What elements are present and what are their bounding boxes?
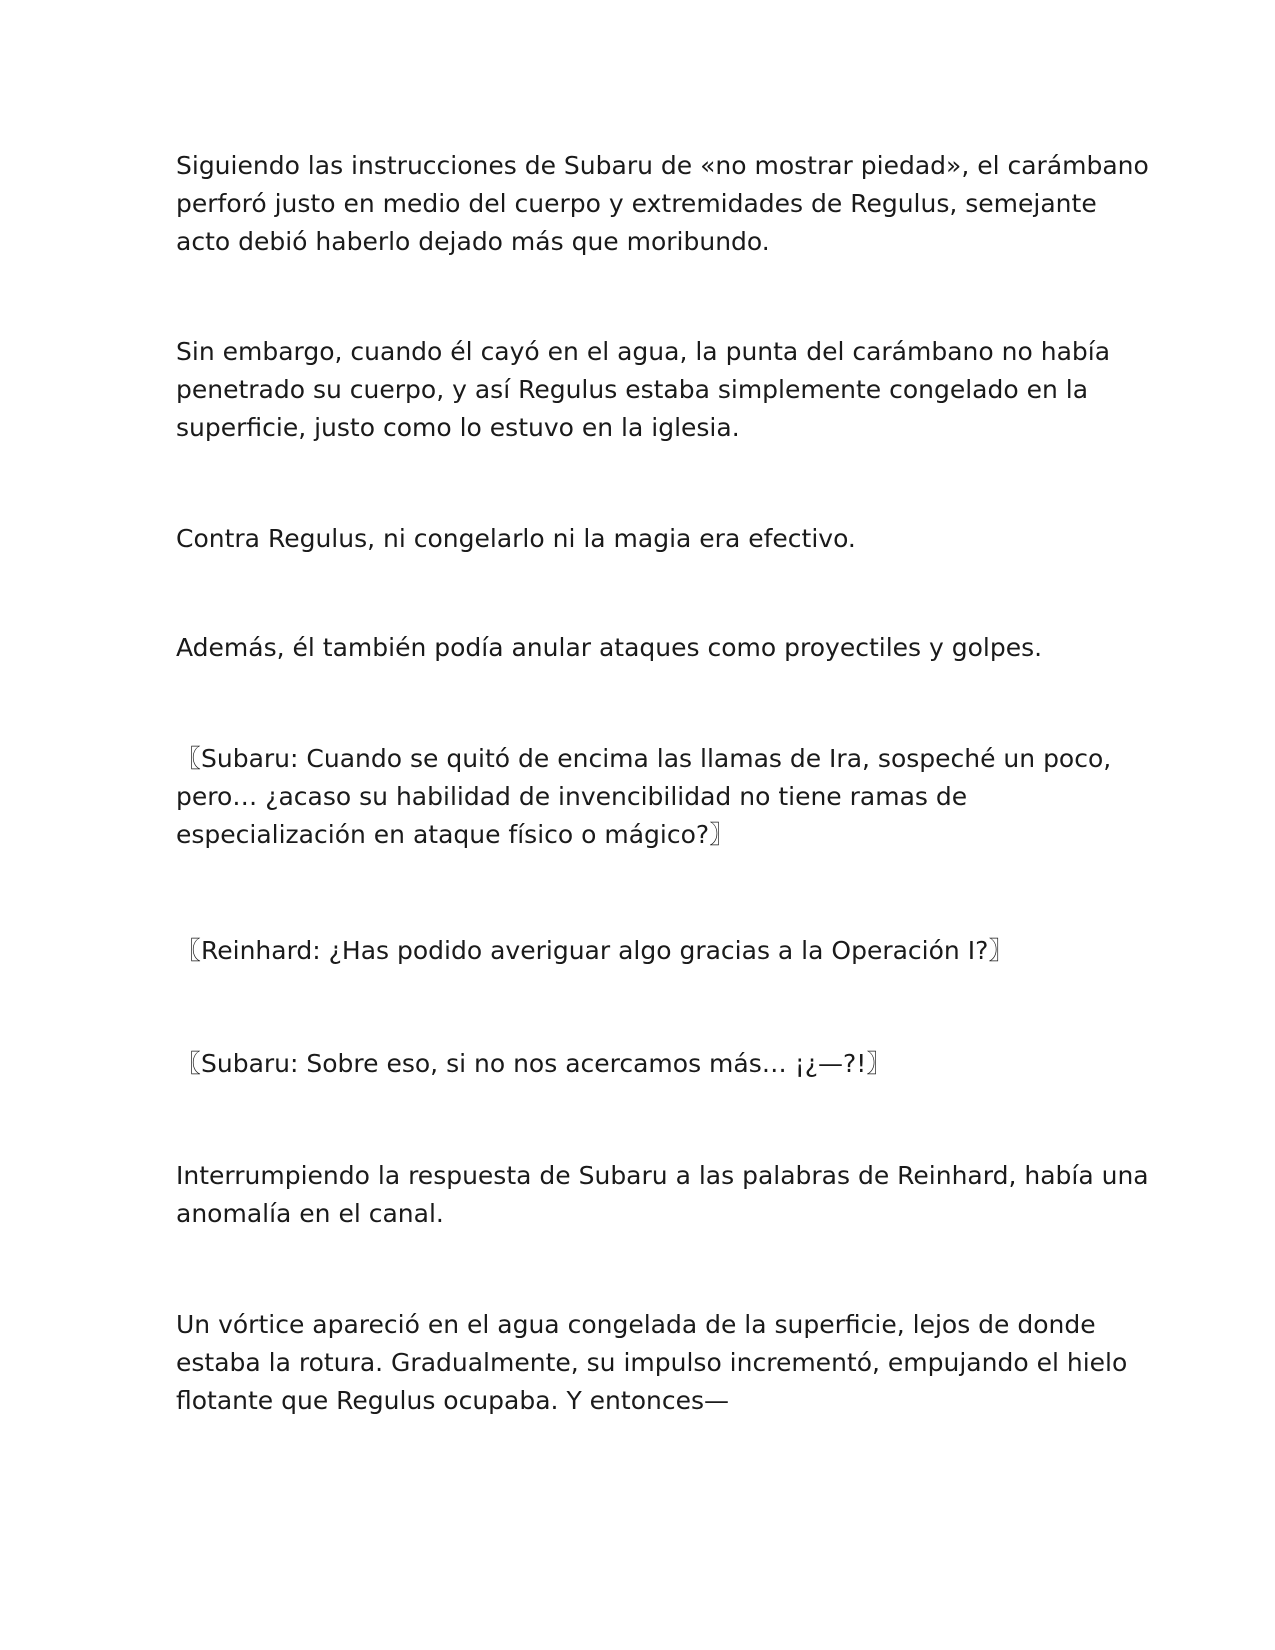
paragraph-line: perforó justo en medio del cuerpo y extremidades de Regulus, semejante bbox=[176, 189, 1097, 218]
paragraph-line: 〖Reinhard: ¿Has podido averiguar algo gracias a la Operación I?〗 bbox=[176, 936, 1014, 965]
paragraph-line: Interrumpiendo la respuesta de Subaru a las palabras de Reinhard, había una bbox=[176, 1161, 1149, 1190]
paragraph-line: flotante que Regulus ocupaba. Y entonces— bbox=[176, 1386, 729, 1415]
paragraph-9 bbox=[176, 1306, 1128, 1420]
paragraph-line: estaba la rotura. Gradualmente, su impulso incrementó, empujando el hielo bbox=[176, 1348, 1128, 1377]
paragraph-line: penetrado su cuerpo, y así Regulus estaba simplemente congelado en la bbox=[176, 375, 1089, 404]
paragraph-line: especialización en ataque físico o mágico?〗 bbox=[176, 820, 735, 849]
paragraph-2 bbox=[176, 333, 1111, 447]
paragraph-line: Sin embargo, cuando él cayó en el agua, la punta del carámbano no había bbox=[176, 337, 1111, 366]
dialogue-subaru-2 bbox=[176, 1045, 1096, 1083]
paragraph-line: 〖Subaru: Sobre eso, si no nos acercamos más… ¡¿—?!〗 bbox=[176, 1049, 892, 1078]
paragraph-8 bbox=[176, 1157, 1149, 1233]
dialogue-subaru-1 bbox=[176, 740, 1112, 854]
paragraph-3 bbox=[176, 520, 1096, 558]
paragraph-4 bbox=[176, 629, 1096, 667]
dialogue-reinhard bbox=[176, 932, 1096, 970]
paragraph-line: anomalía en el canal. bbox=[176, 1199, 444, 1228]
paragraph-line: pero… ¿acaso su habilidad de invencibilidad no tiene ramas de bbox=[176, 782, 968, 811]
paragraph-line: Un vórtice apareció en el agua congelada de la superficie, lejos de donde bbox=[176, 1310, 1096, 1339]
paragraph-line: Contra Regulus, ni congelarlo ni la magia era efectivo. bbox=[176, 524, 856, 553]
paragraph-line: Siguiendo las instrucciones de Subaru de «no mostrar piedad», el carámbano bbox=[176, 151, 1149, 180]
paragraph-line: Además, él también podía anular ataques como proyectiles y golpes. bbox=[176, 633, 1043, 662]
paragraph-line: superficie, justo como lo estuvo en la iglesia. bbox=[176, 413, 740, 442]
paragraph-line: acto debió haberlo dejado más que moribundo. bbox=[176, 227, 770, 256]
paragraph-line: 〖Subaru: Cuando se quitó de encima las llamas de Ira, sospeché un poco, bbox=[176, 744, 1112, 773]
paragraph-1 bbox=[176, 147, 1149, 261]
